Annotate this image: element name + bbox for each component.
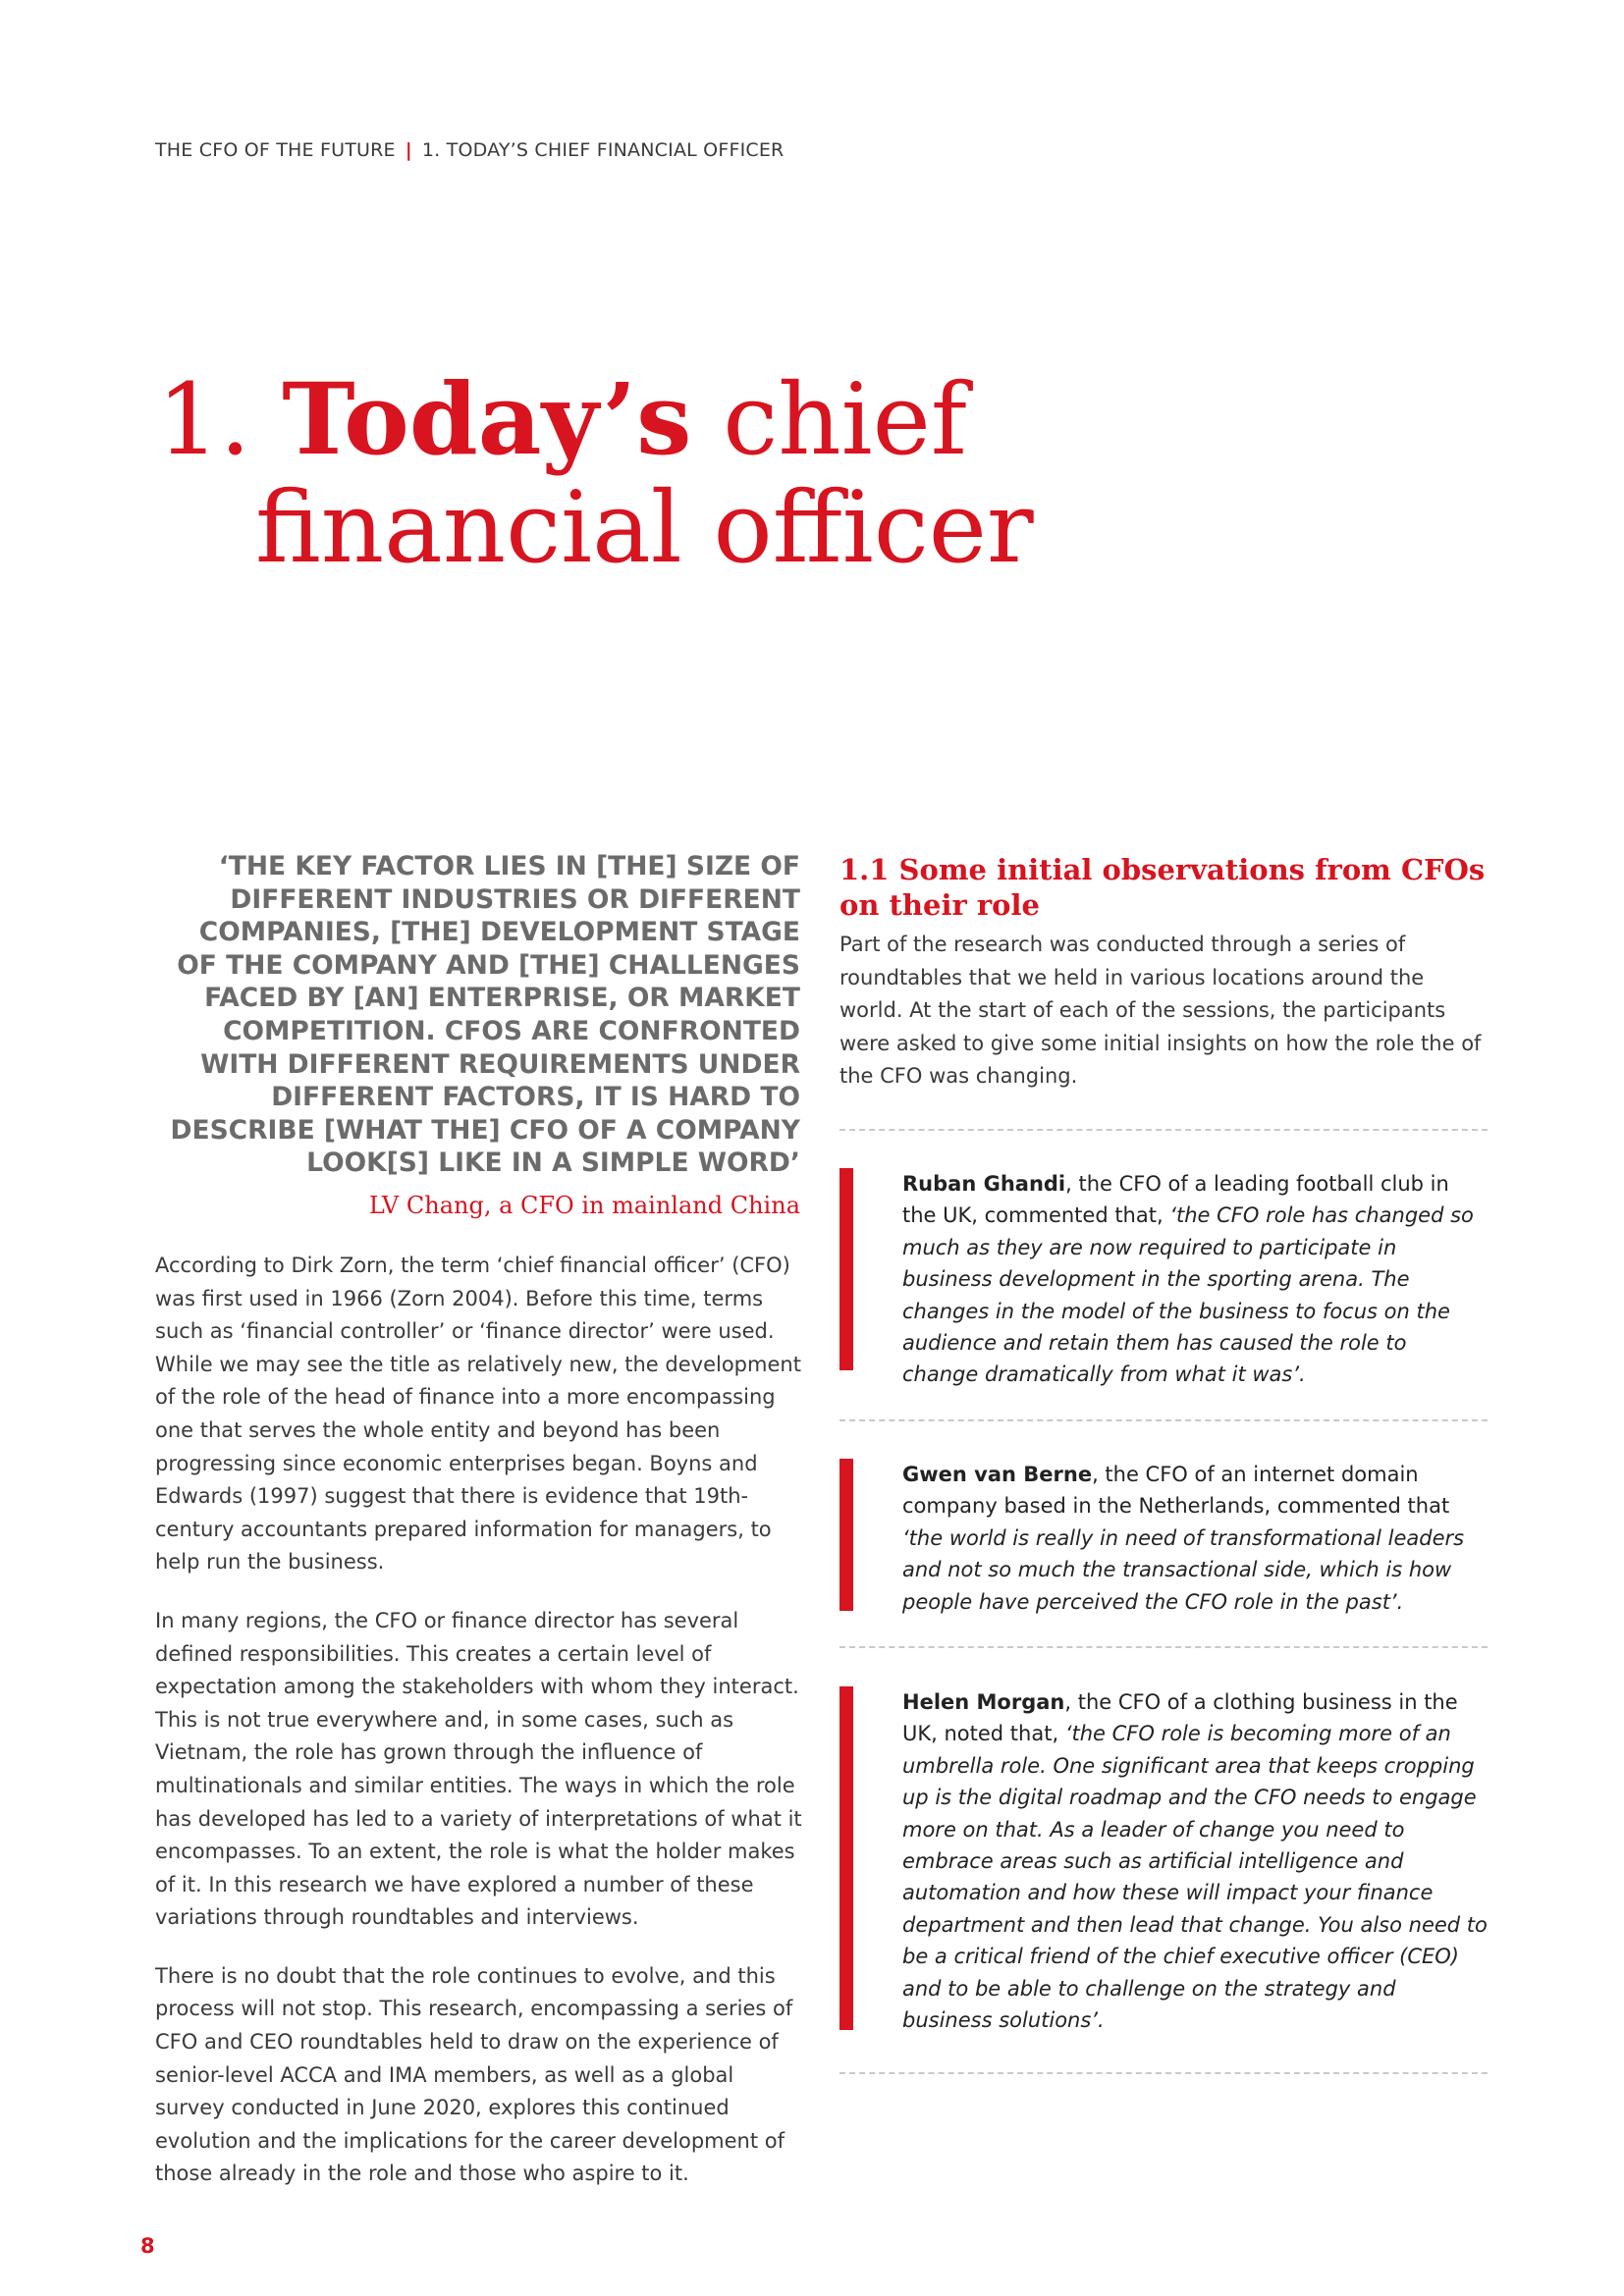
- cfo-quote-lead: , the CFO of a leading football club in the UK, commented that,: [902, 1172, 1449, 1228]
- cfo-quote-lead: , the CFO of a clothing business in the UK, noted that,: [902, 1690, 1458, 1746]
- cfo-quote: ‘the CFO role has changed so much as they are now required to participate in business development in the sporting arena. The changes in the model of the business to focus on the audience and retain them has caused the role to change dramatically from what it was’.: [902, 1203, 1474, 1387]
- cfo-quote: ‘the world is really in need of transformational leaders and not so much the transactional side, which is how people have perceived the CFO role in the past’.: [902, 1525, 1465, 1614]
- page-number: 8: [140, 2234, 155, 2258]
- section-intro: Part of the research was conducted through a series of roundtables that we held in various locations around the world. At the start of each of the sessions, the participants were asked to give some initial insights on how the role the of the CFO was changing.: [839, 933, 1482, 1089]
- cfo-quote-block: [839, 1686, 1488, 2036]
- cfo-quote-text: [902, 1168, 1488, 1391]
- quote-accent-bar: [839, 1168, 853, 1370]
- header-chapter: 1. TODAY’S CHIEF FINANCIAL OFFICER: [421, 139, 785, 161]
- body-paragraph: There is no doubt that the role continues to evolve, and this process will not stop. This research, encompassing a series of CFO and CEO roundtables held to draw on the experience of senior-level ACCA and IMA members, as well as a global survey conducted in June 2020, explores this continued evolution and the implications for the career development of those already in the role and those who aspire to it.: [155, 1963, 793, 2186]
- chapter-title: [157, 361, 1434, 585]
- header-separator: |: [405, 139, 412, 161]
- header-publication: THE CFO OF THE FUTURE: [155, 139, 396, 161]
- chapter-title-line2: financial officer: [255, 470, 1034, 585]
- quote-accent-bar: [839, 1686, 853, 2030]
- chapter-number: 1.: [157, 362, 251, 477]
- cfo-quote-block: [839, 1168, 1488, 1391]
- chapter-title-line1-rest: chief: [723, 362, 967, 477]
- dashed-divider: [839, 1129, 1488, 1131]
- body-paragraph: According to Dirk Zorn, the term ‘chief financial officer’ (CFO) was first used in 1966 (Zorn 2004). Before this time, terms such as ‘financial controller’ or ‘finance director’ were used. While we may see the title as relatively new, the development of the role of the head of finance into a more encompassing one that serves the whole entity and beyond has been progressing since economic enterprises began. Boyns and Edwards (1997) suggest that there is evidence that 19th-century accountants prepared information for managers, to help run the business.: [155, 1254, 801, 1575]
- cfo-quote-block: [839, 1459, 1488, 1618]
- cfo-quote-lead: , the CFO of an internet domain company based in the Netherlands, commented that: [902, 1463, 1450, 1519]
- section-heading: 1.1 Some initial observations from CFOs on their role: [839, 853, 1486, 922]
- pull-quote: ‘THE KEY FACTOR LIES IN [THE] SIZE OF DIFFERENT INDUSTRIES OR DIFFERENT COMPANIES, [THE] DEVELOPMENT STAGE OF THE COMPANY AND [THE] CHALLENGES FACED BY [AN] ENTERPRISE, OR MARKET COMPETITION. CFOS ARE CONFRONTED WITH DIFFERENT REQUIREMENTS UNDER DIFFERENT FACTORS, IT IS HARD TO DESCRIBE [WHAT THE] CFO OF A COMPANY LOOK[S] LIKE IN A SIMPLE WORD’: [170, 851, 800, 1179]
- cfo-name: Helen Morgan: [902, 1690, 1065, 1714]
- cfo-name: Gwen van Berne: [902, 1463, 1093, 1486]
- dashed-divider: [839, 1646, 1488, 1648]
- left-column-body: [155, 1250, 805, 2216]
- cfo-quote-text: [902, 1686, 1488, 2036]
- pull-quote-attribution: LV Chang, a CFO in mainland China: [368, 1192, 800, 1219]
- body-paragraph: In many regions, the CFO or finance director has several defined responsibilities. This creates a certain level of expectation among the stakeholders with whom they interact. This is not true everywhere and, in some cases, such as Vietnam, the role has grown through the influence of multinationals and similar entities. The ways in which the role has developed has led to a variety of interpretations of what it encompasses. To an extent, the role is what the holder makes of it. In this research we have explored a number of these variations through roundtables and interviews.: [155, 1608, 802, 1930]
- cfo-quote-text: [902, 1459, 1488, 1618]
- cfo-quote: ‘the CFO role is becoming more of an umbrella role. One significant area that keeps cropping up is the digital roadmap and the CFO needs to engage more on that. As a leader of change you need to embrace areas such as artificial intelligence and automation and how these will impact your finance department and then lead that change. You also need to be a critical friend of the chief executive officer (CEO) and to be able to challenge on the strategy and business solutions’.: [902, 1722, 1488, 2033]
- dashed-divider: [839, 1419, 1488, 1421]
- cfo-name: Ruban Ghandi: [902, 1172, 1066, 1196]
- running-header: [155, 139, 784, 161]
- chapter-title-bold: Today’s: [282, 361, 692, 477]
- quote-accent-bar: [839, 1459, 853, 1611]
- dashed-divider: [839, 2072, 1488, 2074]
